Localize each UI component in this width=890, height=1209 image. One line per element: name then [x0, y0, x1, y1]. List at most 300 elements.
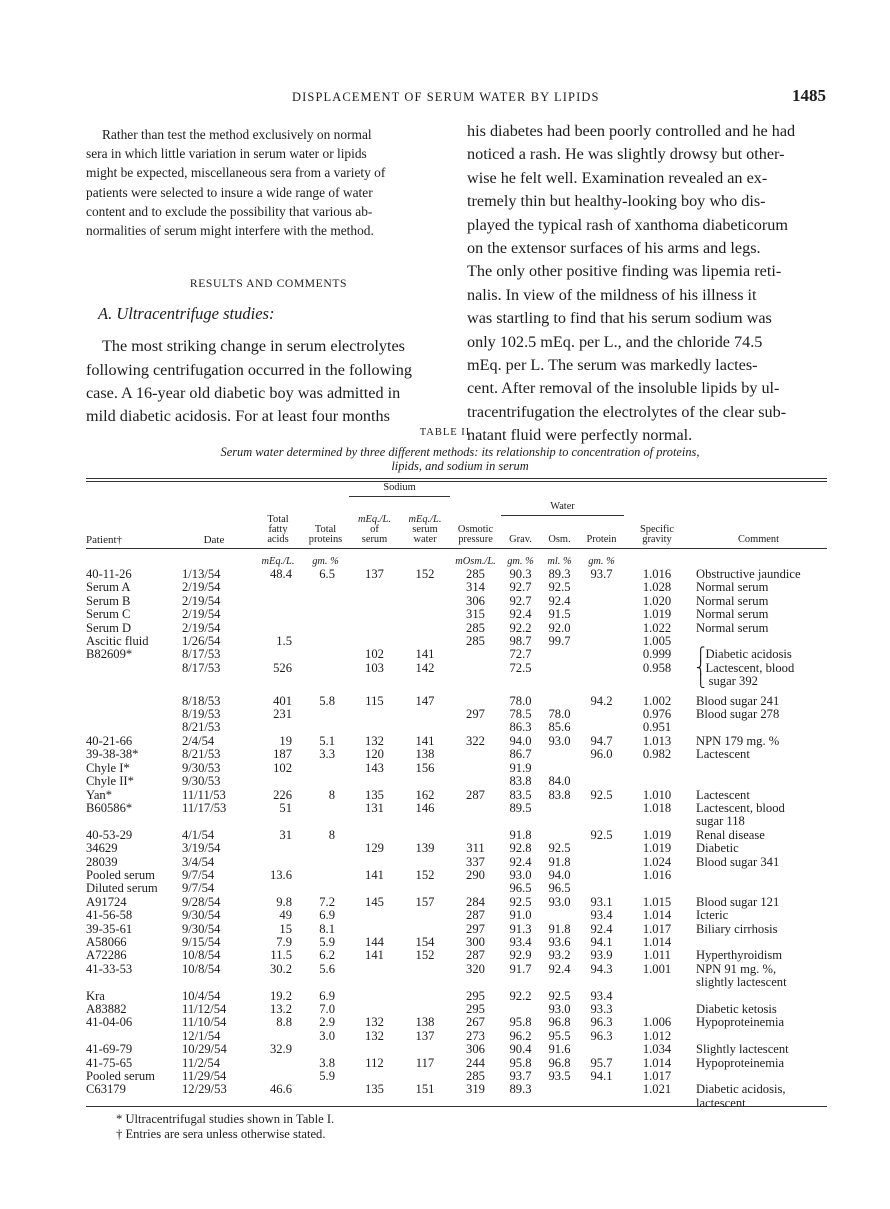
cell-comment: [690, 869, 827, 882]
cell-specific-gravity: 1.014: [642, 934, 672, 949]
cell-proteins: [302, 581, 349, 594]
cell-date: 10/29/54: [182, 1042, 227, 1057]
cell-patient: 41-33-53: [86, 961, 133, 976]
cell-comment: Lactescent, blood: [696, 800, 785, 815]
cell-specific-gravity: 1.034: [642, 1042, 672, 1057]
table-row: [86, 829, 827, 842]
cell-patient: 40-21-66: [86, 733, 133, 748]
cell-osmotic-pressure: 287: [466, 908, 485, 923]
right-body-line: was startling to find that his serum sodium was: [467, 309, 772, 328]
cell-water-grav: 91.9: [509, 760, 532, 775]
cell-proteins: [302, 1043, 349, 1056]
cell-water-grav: 92.8: [509, 841, 532, 856]
cell-sodium-water: 154: [415, 934, 435, 949]
cell-water-protein: 94.3: [590, 961, 613, 976]
cell-sodium-serum: [349, 581, 400, 594]
cell-sodium-serum: [349, 608, 400, 621]
cell-water-protein: [579, 815, 624, 828]
cell-sodium-serum: 112: [365, 1055, 384, 1070]
cell-sodium-serum: [349, 990, 400, 1003]
table-row: [86, 882, 827, 895]
col-header-osmotic-l2: pressure: [458, 534, 493, 545]
cell-proteins: [302, 1083, 349, 1096]
intro-paragraph: [86, 125, 451, 240]
cell-water-osm: 92.5: [548, 580, 571, 595]
cell-specific-gravity: [624, 976, 690, 989]
cell-proteins: 2.9: [319, 1015, 335, 1030]
intro-line: patients were selected to insure a wide range of water: [86, 184, 373, 200]
cell-comment: Blood sugar 278: [696, 707, 780, 722]
cell-proteins: 3.3: [319, 747, 335, 762]
cell-date: 8/21/53: [182, 720, 221, 735]
cell-date: 10/4/54: [182, 988, 221, 1003]
cell-date: 11/10/54: [182, 1015, 227, 1030]
cell-specific-gravity: 1.002: [642, 693, 672, 708]
right-body-line: on the extensor surfaces of his arms and legs.: [467, 239, 761, 258]
cell-sodium-water: 141: [415, 647, 435, 662]
cell-patient: 41-56-58: [86, 908, 133, 923]
cell-water-protein: [579, 648, 624, 661]
left-body-line: following centrifugation occurred in the following: [86, 360, 412, 379]
cell-osmotic-pressure: [450, 748, 501, 761]
cell-date: 1/13/54: [182, 567, 221, 581]
cell-patient: Serum A: [86, 580, 131, 595]
cell-specific-gravity: 1.021: [642, 1082, 672, 1097]
cell-water-protein: 93.1: [590, 894, 613, 909]
cell-osmotic-pressure: 297: [466, 921, 485, 936]
cell-osmotic-pressure: [450, 762, 501, 775]
cell-comment: slightly lactescent: [696, 975, 787, 990]
cell-water-osm: 78.0: [548, 707, 571, 722]
cell-patient: Chyle II*: [86, 774, 134, 789]
col-header-proteins-l2: proteins: [308, 534, 343, 545]
cell-water-osm: 93.2: [548, 948, 571, 963]
cell-specific-gravity: 1.001: [642, 961, 672, 976]
cell-patient: [86, 1030, 174, 1043]
cell-date: 9/30/53: [182, 774, 221, 789]
cell-proteins: 5.8: [319, 693, 335, 708]
cell-water-grav: 89.3: [509, 1082, 532, 1097]
col-header-osm: Osm.: [548, 534, 571, 545]
cell-patient: 40-11-26: [86, 567, 132, 581]
table-body: [86, 568, 827, 1110]
table-row: [86, 1043, 827, 1056]
cell-date: 8/21/53: [182, 747, 221, 762]
cell-water-grav: 91.3: [509, 921, 532, 936]
cell-water-protein: [579, 675, 624, 688]
table-top-rule: [86, 478, 827, 479]
cell-sodium-serum: 137: [365, 567, 384, 581]
right-body-line: tracentrifugation the electrolytes of the clear sub-: [467, 402, 787, 421]
cell-water-grav: 95.8: [509, 1015, 532, 1030]
table-caption-line-2: lipids, and sodium in serum: [391, 459, 529, 473]
cell-water-osm: 92.5: [548, 988, 571, 1003]
cell-proteins: 5.9: [319, 1069, 335, 1084]
cell-sodium-water: [400, 622, 450, 635]
cell-proteins: 5.9: [319, 934, 335, 949]
cell-proteins: [302, 802, 349, 815]
col-header-sodium-water: [400, 515, 450, 549]
cell-patient: C63179: [86, 1082, 126, 1097]
cell-sodium-serum: 103: [365, 660, 384, 675]
cell-specific-gravity: 1.014: [642, 1055, 672, 1070]
cell-sodium-serum: [349, 635, 400, 648]
cell-patient: [86, 708, 174, 721]
table-row: [86, 608, 827, 621]
cell-osmotic-pressure: 285: [466, 1069, 485, 1084]
cell-sodium-water: 142: [415, 660, 435, 675]
cell-sodium-serum: [349, 815, 400, 828]
left-body-line: case. A 16-year old diabetic boy was admitted in: [86, 384, 401, 403]
cell-water-protein: 96.0: [590, 747, 613, 762]
cell-fatty-acids: 19.2: [269, 988, 292, 1003]
cell-date: 2/19/54: [182, 607, 221, 622]
cell-water-grav: 86.3: [509, 720, 532, 735]
cell-fatty-acids: [254, 721, 302, 734]
table-row: [86, 869, 827, 882]
table-row: [86, 1083, 827, 1096]
cell-specific-gravity: 1.019: [642, 607, 672, 622]
cell-water-grav: [501, 675, 540, 688]
cell-comment: [690, 936, 827, 949]
cell-sodium-serum: 143: [365, 760, 384, 775]
cell-date: 2/19/54: [182, 580, 221, 595]
cell-fatty-acids: 51: [279, 800, 292, 815]
cell-osmotic-pressure: [450, 802, 501, 815]
cell-water-protein: 94.1: [590, 934, 613, 949]
cell-fatty-acids: 187: [273, 747, 292, 762]
cell-patient: 39-35-61: [86, 921, 133, 936]
units-row: [86, 549, 827, 569]
cell-osmotic-pressure: [450, 648, 501, 661]
cell-water-protein: [579, 976, 624, 989]
cell-specific-gravity: 1.017: [642, 1069, 672, 1084]
cell-water-grav: 90.4: [509, 1042, 532, 1057]
cell-proteins: 6.9: [319, 988, 335, 1003]
cell-sodium-water: [400, 976, 450, 989]
table-row: [86, 896, 827, 909]
cell-water-osm: 93.6: [548, 934, 571, 949]
cell-patient: Serum B: [86, 593, 131, 608]
cell-sodium-water: [400, 721, 450, 734]
cell-date: 10/8/54: [182, 961, 221, 976]
cell-sodium-water: [400, 963, 450, 976]
cell-sodium-serum: 141: [365, 867, 384, 882]
right-body-line: his diabetes had been poorly controlled and he had: [467, 122, 796, 140]
cell-fatty-acids: 48.4: [269, 567, 292, 581]
table-row: [86, 595, 827, 608]
cell-water-protein: 94.2: [590, 693, 613, 708]
cell-water-osm: [540, 648, 579, 661]
cell-comment: [690, 775, 827, 788]
cell-date: [174, 976, 254, 989]
cell-comment: Biliary cirrhosis: [696, 921, 778, 936]
cell-fatty-acids: 15: [279, 921, 292, 936]
unit-osm: ml. %: [547, 556, 572, 567]
cell-sodium-water: 147: [415, 693, 435, 708]
cell-water-grav: 78.0: [509, 693, 532, 708]
cell-proteins: [302, 648, 349, 661]
running-header-title: DISPLACEMENT OF SERUM WATER BY LIPIDS: [292, 90, 600, 104]
cell-sodium-water: 141: [415, 733, 435, 748]
cell-date: 9/30/54: [182, 921, 221, 936]
cell-osmotic-pressure: 314: [466, 580, 485, 595]
cell-water-osm: 93.0: [548, 733, 571, 748]
cell-water-osm: 93.0: [548, 894, 571, 909]
right-body-line: played the typical rash of xanthoma diabeticorum: [467, 215, 788, 234]
cell-proteins: [302, 675, 349, 688]
cell-comment: Diabetic acidosis,: [696, 1082, 786, 1097]
unit-proteins: gm. %: [312, 556, 339, 567]
cell-proteins: [302, 882, 349, 895]
cell-sodium-water: [400, 708, 450, 721]
cell-water-osm: 91.8: [548, 921, 571, 936]
cell-sodium-serum: [349, 1097, 400, 1110]
table-row: [86, 748, 827, 761]
serum-water-table: [86, 483, 827, 1110]
cell-osmotic-pressure: 285: [466, 634, 485, 649]
cell-comment: ⎩ sugar 392: [696, 674, 758, 689]
cell-comment: sugar 118: [696, 814, 745, 829]
cell-water-protein: 93.3: [590, 1002, 613, 1016]
cell-comment: Lactescent: [696, 747, 750, 762]
cell-sodium-water: 139: [415, 841, 435, 856]
cell-fatty-acids: 401: [273, 693, 292, 708]
cell-sodium-serum: 120: [365, 747, 384, 762]
cell-water-grav: 98.7: [509, 634, 532, 649]
cell-patient: Pooled serum: [86, 867, 155, 882]
cell-osmotic-pressure: [450, 721, 501, 734]
cell-sodium-water: [400, 595, 450, 608]
cell-specific-gravity: [624, 775, 690, 788]
cell-water-grav: [501, 1003, 540, 1016]
cell-specific-gravity: 0.976: [642, 707, 672, 722]
cell-water-grav: 92.9: [509, 948, 532, 963]
cell-water-osm: 96.8: [548, 1015, 571, 1030]
cell-sodium-water: [400, 581, 450, 594]
cell-patient: Diluted serum: [86, 881, 158, 896]
cell-sodium-serum: 115: [365, 693, 384, 708]
right-body-line: mEq. per L. The serum was markedly lactes-: [467, 356, 758, 375]
unit-osmotic: mOsm./L.: [455, 556, 496, 567]
cell-water-protein: [579, 802, 624, 815]
cell-fatty-acids: [254, 775, 302, 788]
cell-osmotic-pressure: [450, 815, 501, 828]
cell-comment: Diabetic: [696, 841, 739, 856]
cell-specific-gravity: [624, 675, 690, 688]
cell-water-grav: 93.4: [509, 934, 532, 949]
cell-comment: Blood sugar 341: [696, 854, 780, 869]
table-row: [86, 708, 827, 721]
cell-water-osm: [540, 1083, 579, 1096]
cell-specific-gravity: 1.013: [642, 733, 672, 748]
cell-water-protein: [579, 762, 624, 775]
left-body-line: mild diabetic acidosis. For at least four months: [86, 407, 390, 426]
water-group-header: Water: [501, 497, 624, 516]
cell-date: 9/30/53: [182, 760, 221, 775]
cell-date: 12/1/54: [182, 1028, 221, 1043]
cell-water-osm: 93.5: [548, 1069, 571, 1084]
table-row: [86, 856, 827, 869]
table-row: [86, 568, 827, 581]
cell-osmotic-pressure: 290: [466, 867, 485, 882]
cell-comment: [690, 990, 827, 1003]
cell-sodium-water: 152: [415, 948, 435, 963]
cell-date: 8/18/53: [182, 693, 221, 708]
cell-water-grav: [501, 976, 540, 989]
intro-line: might be expected, miscellaneous sera from a variety of: [86, 165, 386, 181]
cell-proteins: [302, 608, 349, 621]
cell-water-grav: 92.4: [509, 607, 532, 622]
cell-water-grav: 96.5: [509, 881, 532, 896]
cell-water-grav: 90.3: [509, 567, 532, 581]
cell-fatty-acids: 31: [279, 827, 292, 842]
unit-grav: gm. %: [507, 556, 534, 567]
cell-sodium-serum: 132: [365, 1028, 384, 1043]
intro-line: content and to exclude the possibility that various ab-: [86, 203, 373, 219]
cell-water-osm: [540, 762, 579, 775]
col-header-fatty-acids-l2: fatty: [268, 524, 288, 535]
cell-specific-gravity: 1.019: [642, 841, 672, 856]
table-row: [86, 909, 827, 922]
cell-fatty-acids: 49: [279, 908, 292, 923]
cell-date: 8/19/53: [182, 707, 221, 722]
cell-water-grav: 92.7: [509, 580, 532, 595]
cell-patient: 41-04-06: [86, 1015, 133, 1030]
cell-fatty-acids: [254, 675, 302, 688]
cell-osmotic-pressure: [450, 829, 501, 842]
cell-date: 8/17/53: [182, 647, 221, 662]
cell-osmotic-pressure: 267: [466, 1015, 485, 1030]
cell-water-protein: [579, 721, 624, 734]
cell-comment: [690, 882, 827, 895]
subsection-heading: A. Ultracentrifuge studies:: [98, 304, 275, 324]
cell-water-protein: 93.4: [590, 908, 613, 923]
intro-line: Rather than test the method exclusively on normal: [102, 127, 372, 142]
cell-patient: B82609*: [86, 647, 133, 662]
cell-comment: Hypoproteinemia: [696, 1055, 785, 1070]
cell-water-protein: 96.3: [590, 1028, 613, 1043]
cell-date: 12/29/53: [182, 1082, 227, 1097]
cell-sodium-serum: [349, 775, 400, 788]
col-header-sodium-water-l2: serum: [412, 524, 438, 535]
cell-fatty-acids: 102: [273, 760, 292, 775]
cell-sodium-serum: 102: [365, 647, 384, 662]
cell-sodium-water: 151: [415, 1082, 435, 1097]
cell-water-grav: 91.0: [509, 908, 532, 923]
cell-specific-gravity: 1.016: [642, 567, 672, 581]
cell-patient: A83882: [86, 1002, 127, 1016]
cell-water-protein: [579, 622, 624, 635]
cell-date: 11/11/53: [182, 787, 226, 802]
col-header-specific-gravity: [624, 515, 690, 549]
table-row: [86, 1057, 827, 1070]
cell-sodium-serum: [349, 1043, 400, 1056]
cell-fatty-acids: [254, 882, 302, 895]
cell-water-protein: [579, 1083, 624, 1096]
right-body-paragraph: [467, 120, 831, 448]
cell-sodium-water: [400, 815, 450, 828]
cell-comment: NPN 179 mg. %: [696, 733, 780, 748]
cell-water-grav: 93.0: [509, 867, 532, 882]
cell-water-protein: [579, 581, 624, 594]
cell-water-grav: 95.8: [509, 1055, 532, 1070]
cell-sodium-water: [400, 882, 450, 895]
cell-water-grav: 83.5: [509, 787, 532, 802]
cell-sodium-water: [400, 635, 450, 648]
cell-water-osm: 96.5: [548, 881, 571, 896]
cell-sodium-serum: [349, 976, 400, 989]
cell-sodium-serum: 132: [365, 733, 384, 748]
col-header-sg-l1: Specific: [639, 524, 675, 535]
cell-sodium-serum: [349, 675, 400, 688]
cell-fatty-acids: 1.5: [276, 634, 292, 649]
cell-patient: A58066: [86, 934, 127, 949]
cell-comment: Hyperthyroidism: [696, 948, 783, 963]
cell-proteins: [302, 762, 349, 775]
cell-date: 3/4/54: [182, 854, 215, 869]
cell-water-osm: [540, 1097, 579, 1110]
cell-patient: [86, 675, 174, 688]
cell-comment: lactescent: [696, 1095, 746, 1110]
cell-water-protein: [579, 775, 624, 788]
cell-water-grav: 94.0: [509, 733, 532, 748]
cell-water-osm: 92.0: [548, 620, 571, 635]
cell-sodium-water: 157: [415, 894, 435, 909]
cell-sodium-water: 152: [415, 867, 435, 882]
cell-sodium-water: [400, 829, 450, 842]
cell-proteins: [302, 721, 349, 734]
cell-sodium-water: [400, 1043, 450, 1056]
col-header-sodium-serum-l3: serum: [361, 534, 388, 545]
cell-fatty-acids: [254, 1070, 302, 1083]
cell-comment: Blood sugar 241: [696, 693, 780, 708]
cell-sodium-water: 152: [415, 567, 435, 581]
cell-sodium-water: [400, 608, 450, 621]
cell-patient: 40-53-29: [86, 827, 133, 842]
cell-osmotic-pressure: 285: [466, 620, 485, 635]
cell-fatty-acids: [254, 581, 302, 594]
cell-water-protein: 92.5: [590, 827, 613, 842]
cell-specific-gravity: 1.014: [642, 908, 672, 923]
cell-water-protein: [579, 856, 624, 869]
cell-proteins: 3.8: [319, 1055, 335, 1070]
cell-sodium-serum: 129: [365, 841, 384, 856]
cell-specific-gravity: 1.012: [642, 1028, 672, 1043]
cell-patient: 34629: [86, 841, 118, 856]
table-row: [86, 622, 827, 635]
table-row: [86, 802, 827, 815]
table-row: [86, 775, 827, 788]
cell-comment: [690, 1070, 827, 1083]
table-row: [86, 963, 827, 976]
right-body-line: wise he felt well. Examination revealed an ex-: [467, 168, 768, 187]
cell-fatty-acids: 19: [279, 733, 292, 748]
cell-osmotic-pressure: [450, 689, 501, 708]
page-number: 1485: [792, 86, 826, 105]
intro-line: sera in which little variation in serum water or lipids: [86, 146, 367, 162]
cell-sodium-serum: 144: [365, 934, 384, 949]
cell-date: 9/7/54: [182, 867, 215, 882]
cell-sodium-serum: [349, 923, 400, 936]
cell-date: 11/29/54: [182, 1069, 227, 1084]
cell-water-grav: 96.2: [509, 1028, 532, 1043]
cell-water-protein: 96.3: [590, 1015, 613, 1030]
cell-specific-gravity: 1.005: [642, 634, 672, 649]
cell-specific-gravity: 1.020: [642, 593, 672, 608]
cell-water-osm: [540, 909, 579, 922]
cell-date: 2/4/54: [182, 733, 215, 748]
